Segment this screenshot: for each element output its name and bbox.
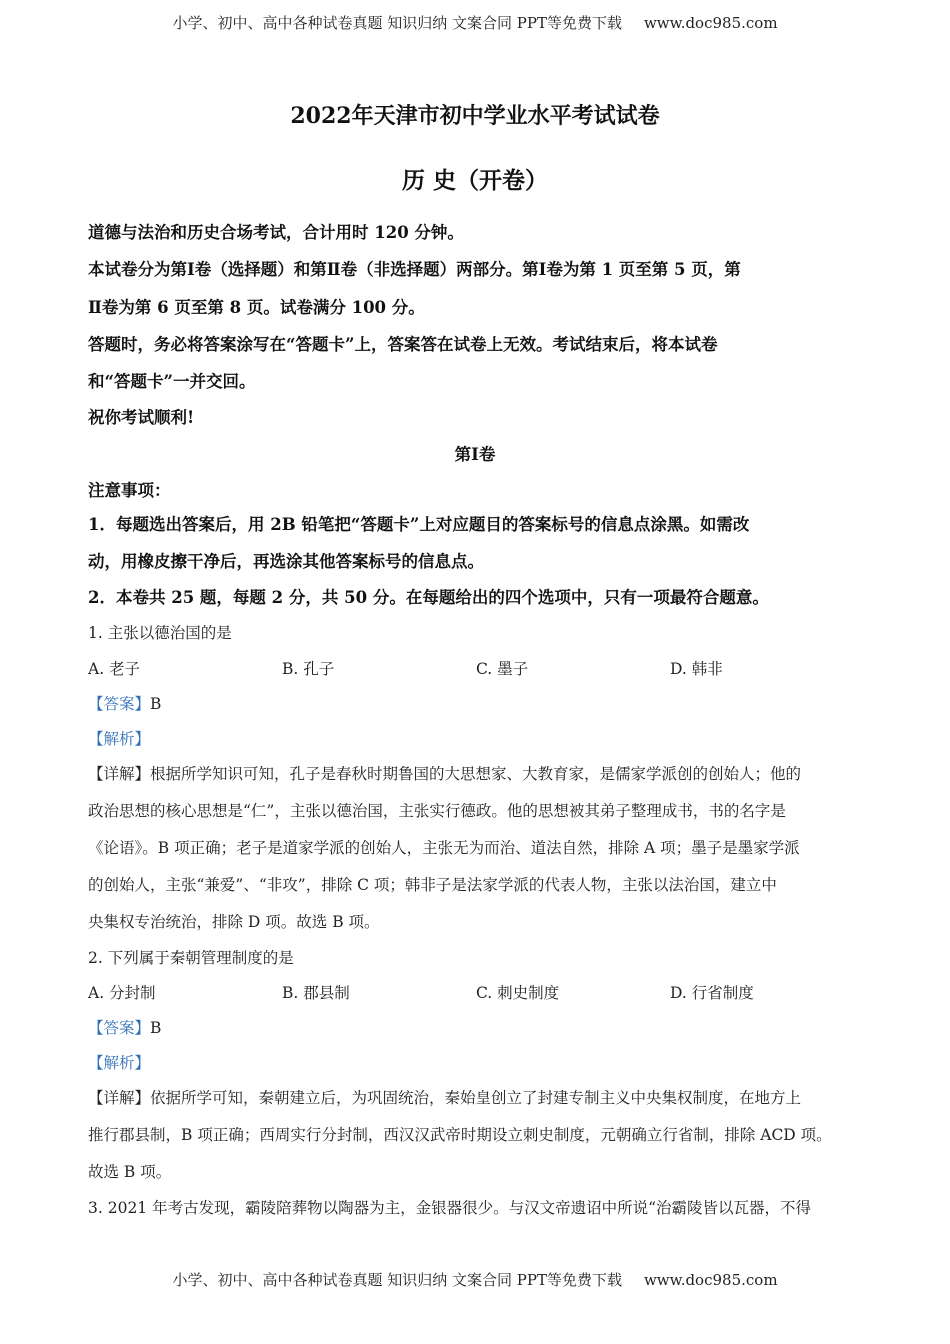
q1-stem: 1. 主张以德治国的是 [88,624,232,642]
q1-detail-line-4: 的创始人，主张“兼爱”、“非攻”，排除 C 项；韩非子是法家学派的代表人物，主张以法治国，建立中 [88,876,777,894]
q2-stem: 2. 下列属于秦朝管理制度的是 [88,949,294,967]
q1-detail-text-1: 根据所学知识可知，孔子是春秋时期鲁国的大思想家、大教育家，是儒家学派创的创始人；他的 [150,765,802,783]
intro-line-4: 答题时，务必将答案涂写在“答题卡”上，答案答在试卷上无效。考试结束后，将本试卷 [88,335,718,354]
q2-option-c: C. 刺史制度 [476,984,560,1002]
notes-title: 注意事项： [88,481,171,500]
q1-analysis-label: 【解析】 [88,730,151,748]
q2-analysis-label: 【解析】 [88,1054,151,1072]
q2-option-d: D. 行省制度 [670,984,754,1002]
answer-label: 【答案】 [88,1019,151,1037]
q2-detail-line-3: 故选 B 项。 [88,1163,172,1181]
page-footer [0,1269,950,1290]
q2-answer [88,1016,161,1038]
q1-detail-line-3: 《论语》。B 项正确；老子是道家学派的创始人，主张无为而治、道法自然，排除 A 项；墨子是墨家学派 [88,839,800,857]
intro-line-1: 道德与法治和历史合场考试，合计用时 120 分钟。 [88,223,464,242]
page-header [0,12,950,33]
q2-detail-line-2: 推行郡县制，B 项正确；西周实行分封制，西汉汉武帝时期设立刺史制度，元朝确立行省制，排除 ACD 项。 [88,1126,832,1144]
intro-line-5: 和“答题卡”一并交回。 [88,372,256,391]
header-text: 小学、初中、高中各种试卷真题 知识归纳 文案合同 PPT等免费下载 [172,14,622,32]
intro-line-6: 祝你考试顺利! [88,408,195,427]
q1-detail-line-5: 央集权专治统治，排除 D 项。故选 B 项。 [88,913,380,931]
q1-option-d: D. 韩非 [670,660,723,678]
answer-label: 【答案】 [88,695,151,713]
header-site: www.doc985.com [643,14,778,32]
q2-option-b: B. 郡县制 [282,984,350,1002]
q1-option-c: C. 墨子 [476,660,529,678]
q2-option-a: A. 分封制 [88,984,156,1002]
q3-stem: 3. 2021 年考古发现，霸陵陪葬物以陶器为主，金银器很少。与汉文帝遗诏中所说“治霸陵皆以瓦器，不得 [88,1199,812,1217]
note-line-1: 1．每题选出答案后，用 2B 铅笔把“答题卡”上对应题目的答案标号的信息点涂黑。如需改 [88,515,750,534]
q2-answer-value: B [150,1019,162,1037]
q2-detail-text-1: 依据所学可知，秦朝建立后，为巩固统治，秦始皇创立了封建专制主义中央集权制度，在地方上 [150,1089,802,1107]
q1-option-a: A. 老子 [88,660,141,678]
footer-site: www.doc985.com [643,1271,778,1289]
note-line-3: 2．本卷共 25 题，每题 2 分，共 50 分。在每题给出的四个选项中，只有一项最符合题意。 [88,588,769,607]
exam-subtitle: 历 史（开卷） [401,167,548,194]
detail-label: 【详解】 [88,1089,151,1107]
exam-title: 2022年天津市初中学业水平考试试卷 [290,103,660,129]
q1-detail-line-1 [88,762,801,784]
detail-label: 【详解】 [88,765,151,783]
q1-answer-value: B [150,695,162,713]
note-line-2: 动，用橡皮擦干净后，再选涂其他答案标号的信息点。 [88,552,484,571]
footer-text: 小学、初中、高中各种试卷真题 知识归纳 文案合同 PPT等免费下载 [172,1271,622,1289]
intro-line-2: 本试卷分为第Ⅰ卷（选择题）和第Ⅱ卷（非选择题）两部分。第Ⅰ卷为第 1 页至第 5 页，第 [88,260,741,279]
q2-detail-line-1 [88,1086,801,1108]
q1-answer [88,692,161,714]
intro-line-3: Ⅱ卷为第 6 页至第 8 页。试卷满分 100 分。 [88,298,425,317]
q1-detail-line-2: 政治思想的核心思想是“仁”，主张以德治国，主张实行德政。他的思想被其弟子整理成书，书的名字是 [88,802,786,820]
section-title: 第Ⅰ卷 [454,445,496,464]
q1-option-b: B. 孔子 [282,660,335,678]
